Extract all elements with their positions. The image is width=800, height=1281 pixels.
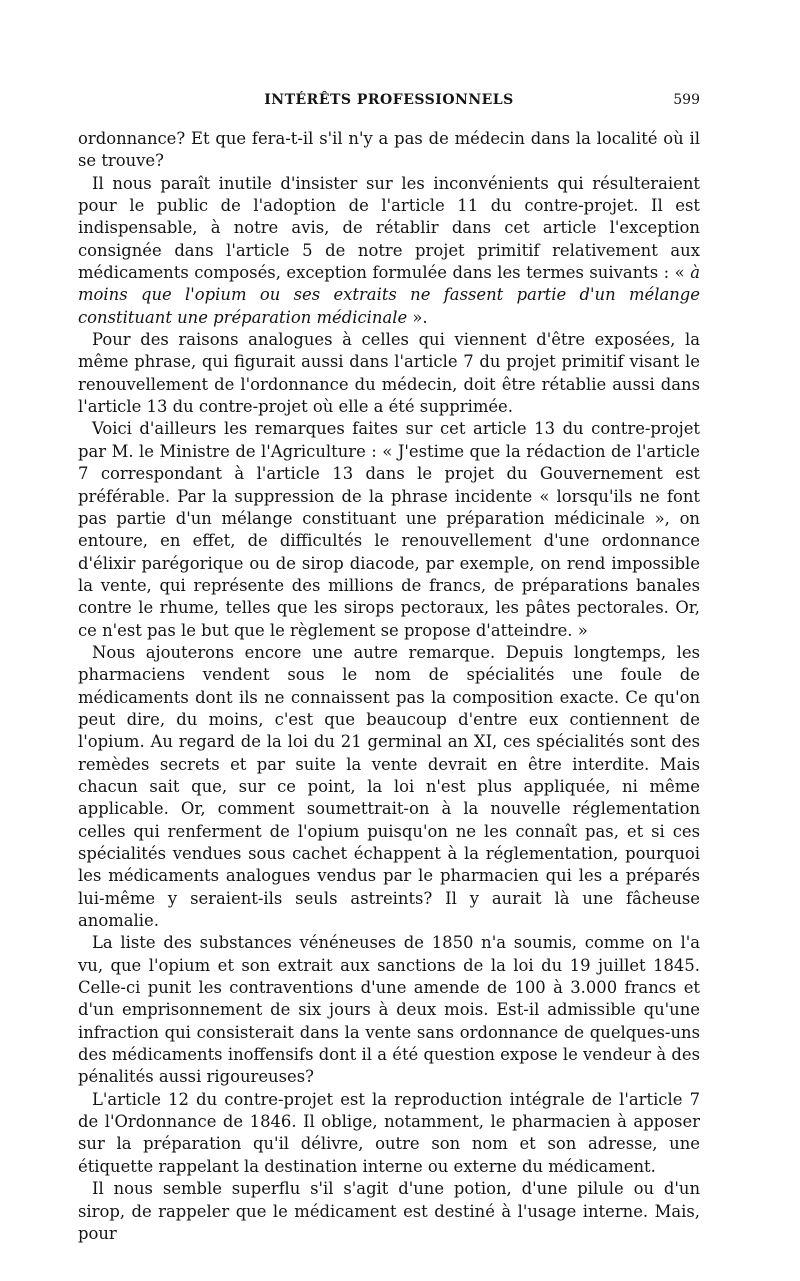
text-run: Pour des raisons analogues à celles qui viennent d'être exposées, la même phrase, qui figurait aussi dans l'article 7 du projet primitif visant le renouvellement de l'ordonnance du médecin, doit être rétablie aussi dans l'article 13 du contre-projet où elle a été supprimée.: [78, 330, 700, 417]
running-title: INTÉRÊTS PROFESSIONNELS: [264, 92, 514, 108]
text-run: L'article 12 du contre-projet est la reproduction intégrale de l'article 7 de l'Ordonnance de 1846. Il oblige, notamment, le pharmacien à apposer sur la préparation qu'il délivre, outre son nom et son adresse, une étiquette rappelant la destination interne ou externe du médicament.: [78, 1089, 700, 1176]
text-run: La liste des substances vénéneuses de 1850 n'a soumis, comme on l'a vu, que l'opium et son extrait aux sanctions de la loi du 19 juillet 1845. Celle-ci punit les contraventions d'une amende de 100 à 3.000 francs et d'un emprisonnement de six jours à deux mois. Est-il admissible qu'une infraction qui consisterait dans la vente sans ordonnance de quelques-uns des médicaments inoffensifs dont il a été question expose le vendeur à des pénalités aussi rigoureuses?: [78, 933, 700, 1087]
paragraph: [78, 128, 700, 173]
body-text: [78, 128, 700, 1245]
paragraph: [78, 418, 700, 641]
paragraph: [78, 642, 700, 932]
text-run: Il nous semble superflu s'il s'agit d'une potion, d'une pilule ou d'un sirop, de rappeler que le médicament est destiné à l'usage interne. Mais, pour: [78, 1179, 700, 1243]
paragraph: [78, 1089, 700, 1178]
text-run: Nous ajouterons encore une autre remarque. Depuis longtemps, les pharmaciens vendent sous le nom de spécialités une foule de médicaments dont ils ne connaissent pas la composition exacte. Ce qu'on peut dire, du moins, c'est que beaucoup d'entre eux contiennent de l'opium. Au regard de la loi du 21 germinal an XI, ces spécialités sont des remèdes secrets et par suite la vente devrait en être interdite. Mais chacun sait que, sur ce point, la loi n'est plus appliquée, ni même applicable. Or, comment soumettrait-on à la nouvelle réglementation celles qui renferment de l'opium puisqu'on ne les connaît pas, et si ces spécialités vendues sous cachet échappent à la réglementation, pourquoi les médicaments analogues vendus par le pharmacien qui les a préparés lui-même y seraient-ils seuls astreints? Il y aurait là une fâcheuse anomalie.: [78, 642, 700, 931]
paragraph: [78, 932, 700, 1088]
text-run: Il nous paraît inutile d'insister sur les inconvénients qui résulteraient pour le public de l'adoption de l'article 11 du contre-projet. Il est indispensable, à notre avis, de rétablir dans cet article l'exception consignée dans l'article 5 de notre projet primitif relativement aux médicaments composés, exception formulée dans les termes suivants : «: [78, 173, 700, 283]
text-run: Voici d'ailleurs les remarques faites sur cet article 13 du contre-projet par M. le Ministre de l'Agriculture : « J'estime que la rédaction de l'article 7 correspondant à l'article 13 dans le projet du Gouvernement est préférable. Par la suppression de la phrase incidente « lorsqu'ils ne font pas partie d'un mélange constituant une préparation médicinale », on entoure, en effet, de difficultés le renouvellement d'une ordonnance d'élixir parégorique ou de sirop diacode, par exemple, on rend impossible la vente, qui représente des millions de francs, de préparations banales contre le rhume, telles que les sirops pectoraux, les pâtes pectorales. Or, ce n'est pas le but que le règlement se propose d'atteindre. »: [78, 419, 700, 640]
paragraph: [78, 329, 700, 418]
paragraph: [78, 173, 700, 329]
text-run: ».: [407, 307, 428, 327]
italic-quote: à moins que l'opium ou ses extraits ne fassent partie d'un mélange constituant une préparation médicinale: [78, 263, 700, 327]
page-header: [78, 92, 700, 112]
paragraph: [78, 1178, 700, 1245]
text-run: ordonnance? Et que fera-t-il s'il n'y a pas de médecin dans la localité où il se trouve?: [78, 129, 700, 171]
page-number: 599: [673, 92, 700, 108]
